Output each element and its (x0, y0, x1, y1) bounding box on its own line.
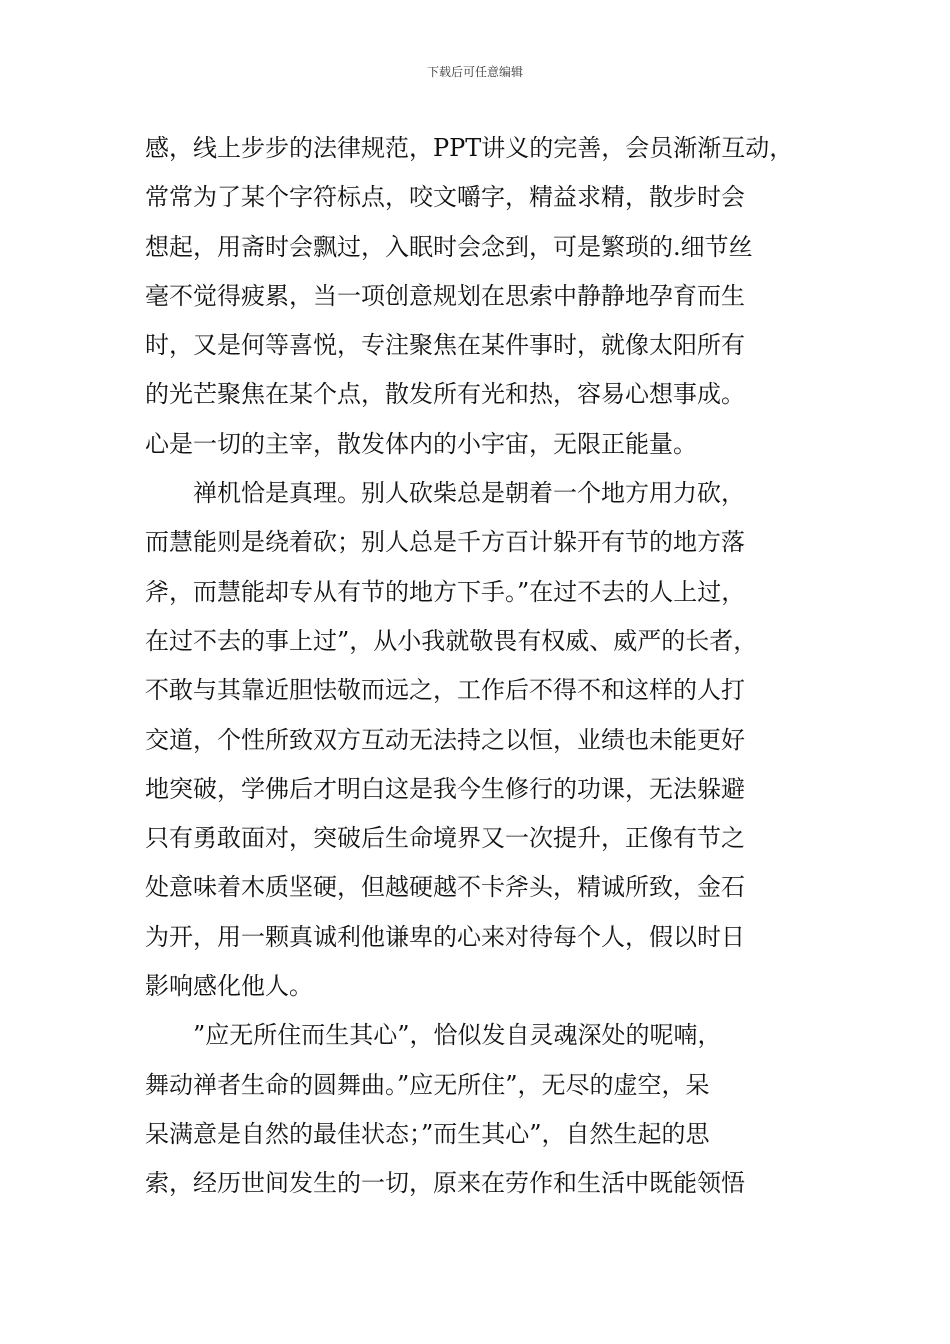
text-line: 呆满意是自然的最佳状态；”而生其心”，自然生起的思 (145, 1119, 710, 1148)
text-line: 常常为了某个字符标点，咬文嚼字，精益求精，散步时会 (145, 183, 745, 212)
text-line: 地突破，学佛后才明白这是我今生修行的功课，无法躲避 (145, 774, 745, 803)
text-line: 在过不去的事上过”，从小我就敬畏有权威、威严的长者， (145, 626, 758, 655)
text-line: 想起，用斋时会飘过，入眠时会念到，可是繁琐的.细节丝 (145, 232, 753, 261)
text-line: 不敢与其靠近胆怯敬而远之，工作后不得不和这样的人打 (145, 676, 745, 705)
text-line: 只有勇敢面对，突破后生命境界又一次提升，正像有节之 (145, 824, 745, 853)
text-line: 斧，而慧能却专从有节的地方下手。”在过不去的人上过， (145, 577, 746, 606)
text-line: 而慧能则是绕着砍；别人总是千方百计躲开有节的地方落 (145, 528, 745, 557)
text-line: 毫不觉得疲累，当一项创意规划在思索中静静地孕育而生 (145, 281, 745, 310)
text-line: 处意味着木质坚硬，但越硬越不卡斧头，精诚所致，金石 (145, 873, 745, 902)
text-line: 为开，用一颗真诚利他谦卑的心来对待每个人，假以时日 (145, 922, 745, 951)
text-line: 禅机恰是真理。别人砍柴总是朝着一个地方用力砍， (193, 479, 745, 508)
text-line: 感，线上步步的法律规范，PPT讲义的完善，会员渐渐互动， (145, 134, 794, 162)
body-text (145, 124, 817, 1209)
text-line: 索，经历世间发生的一切，原来在劳作和生活中既能领悟 (145, 1169, 745, 1198)
text-line: ”应无所住而生其心”，恰似发自灵魂深处的呢喃， (193, 1021, 722, 1050)
header-note: 下载后可任意编辑 (426, 65, 523, 79)
text-line: 影响感化他人。 (145, 972, 313, 1001)
text-line: 的光芒聚焦在某个点，散发所有光和热，容易心想事成。 (145, 380, 745, 409)
text-line: 时，又是何等喜悦，专注聚焦在某件事时，就像太阳所有 (145, 331, 745, 360)
text-line: 舞动禅者生命的圆舞曲。”应无所住”，无尽的虚空，呆 (145, 1070, 710, 1099)
text-line: 心是一切的主宰，散发体内的小宇宙，无限正能量。 (145, 429, 697, 458)
text-line: 交道，个性所致双方互动无法持之以恒，业绩也未能更好 (145, 725, 745, 754)
